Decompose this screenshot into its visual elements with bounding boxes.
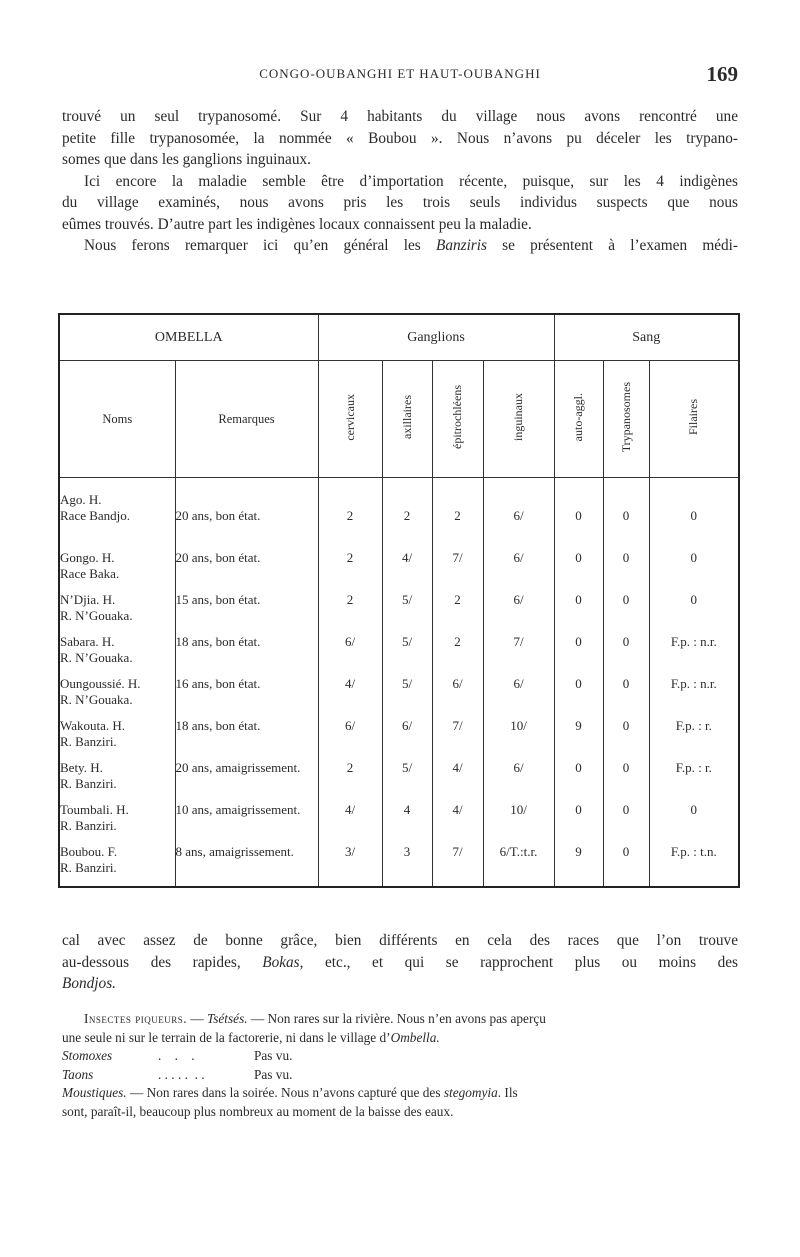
axillaires-cell: 5/ — [382, 592, 432, 634]
after-line-1: cal avec assez de bonne grâce, bien différents en cela des races que l’on trouve — [62, 932, 738, 949]
epitrochleens-cell: 2 — [432, 634, 483, 676]
after-line-2-post: , etc., et qui se rapprochent plus ou moins des — [299, 953, 738, 971]
auto-aggl-cell: 0 — [554, 592, 603, 634]
inguinaux-cell: 6/T.:t.r. — [483, 844, 554, 887]
intro-line-2: petite fille trypanosomée, la nommée « Boubou ». Nous n’avons pu déceler les trypano- — [62, 129, 738, 147]
column-header-filaires — [649, 361, 739, 478]
stomoxes-line — [62, 1047, 738, 1066]
cervicaux-cell: 6/ — [318, 634, 382, 676]
filaires-cell: 0 — [690, 508, 698, 523]
epitrochleens-cell: 7/ — [432, 550, 483, 592]
group-header-ombella: OMBELLA — [59, 314, 318, 361]
table-row — [59, 550, 739, 592]
patient-name: Toumbali. H. — [60, 802, 129, 817]
tsetse-line-2 — [62, 1029, 738, 1048]
after-table-paragraph — [62, 930, 738, 995]
stomoxes-leader: . . . — [158, 1048, 195, 1063]
filaires-cell: F.p. : t.n. — [670, 844, 717, 859]
para3-post: se présentent à l’examen médi- — [486, 237, 738, 254]
para3-banziris: Banziris — [435, 237, 487, 254]
patient-name-cell — [59, 676, 175, 718]
patient-race: R. N’Gouaka. — [60, 608, 133, 623]
axillaires-label: axillaires — [399, 395, 414, 439]
stomoxes-label: Stomoxes — [62, 1048, 113, 1063]
moustiques-text: Non rares dans la soirée. Nous n’avons capturé que des — [146, 1085, 444, 1100]
inguinaux-cell: 6/ — [483, 478, 554, 551]
patient-race: Race Baka. — [60, 566, 120, 581]
page-number: 169 — [706, 62, 738, 86]
running-head: CONGO-OUBANGHI ET HAUT-OUBANGHI — [259, 66, 541, 81]
trypanosomes-cell: 0 — [603, 676, 649, 718]
axillaires-cell: 2 — [382, 478, 432, 551]
tsetse-line-1: Insectes piqueurs. — Tsétsés. — Non rares sur la rivière. Nous n’en avons pas aperçu — [84, 1011, 546, 1026]
auto-aggl-cell: 9 — [554, 718, 603, 760]
inguinaux-cell: 6/ — [483, 760, 554, 802]
trypanosomes-cell: 0 — [603, 718, 649, 760]
table-row — [59, 760, 739, 802]
patient-race: R. N’Gouaka. — [60, 692, 133, 707]
patient-race: R. N’Gouaka. — [60, 650, 133, 665]
patient-name: Gongo. H. — [60, 550, 115, 565]
inguinaux-cell: 10/ — [483, 718, 554, 760]
column-header-auto-aggl — [554, 361, 603, 478]
patient-name-cell — [59, 802, 175, 844]
cervicaux-cell: 6/ — [318, 718, 382, 760]
after-bokas: Bokas — [262, 953, 300, 971]
patient-name-cell — [59, 760, 175, 802]
taons-line — [62, 1066, 738, 1085]
after-line-2-pre: au-dessous des rapides, — [62, 953, 263, 971]
table-row — [59, 634, 739, 676]
epitrochleens-cell: 6/ — [432, 676, 483, 718]
inguinaux-label: inguinaux — [511, 393, 526, 441]
column-header-noms: Noms — [59, 361, 175, 478]
intro-line-1: trouvé un seul trypanosomé. Sur 4 habitants du village nous avons rencontré une — [62, 108, 738, 125]
patient-name: Oungoussié. H. — [60, 676, 141, 691]
axillaires-cell: 4/ — [382, 550, 432, 592]
cervicaux-cell: 2 — [318, 478, 382, 551]
trypanosomes-cell: 0 — [603, 478, 649, 551]
epitrochleens-cell: 2 — [432, 592, 483, 634]
remarks-cell: 15 ans, bon état. — [175, 592, 318, 634]
patient-race: R. Banziri. — [60, 860, 117, 875]
cervicaux-cell: 4/ — [318, 676, 382, 718]
remarks-cell: 20 ans, bon état. — [175, 478, 318, 551]
column-header-trypanosomes — [603, 361, 649, 478]
insects-section — [62, 1010, 738, 1121]
trypanosomes-cell: 0 — [603, 592, 649, 634]
para2-line-2: du village examinés, nous avons pris les trois seuls individus suspects que nous — [62, 194, 738, 211]
auto-aggl-cell: 0 — [554, 550, 603, 592]
epitrochleens-cell: 4/ — [432, 802, 483, 844]
filaires-cell: F.p. : n.r. — [670, 634, 717, 649]
patient-name-cell — [59, 478, 175, 551]
axillaires-cell: 3 — [382, 844, 432, 887]
patient-name-cell — [59, 592, 175, 634]
axillaires-cell: 5/ — [382, 676, 432, 718]
filaires-cell: 0 — [690, 550, 698, 565]
patient-name-cell — [59, 844, 175, 887]
table-row — [59, 676, 739, 718]
after-line-2 — [62, 952, 738, 974]
column-header-epitrochleens — [432, 361, 483, 478]
auto-aggl-cell: 0 — [554, 478, 603, 551]
table-row — [59, 718, 739, 760]
auto-aggl-cell: 0 — [554, 634, 603, 676]
taons-leader: . . . . . . . — [158, 1066, 205, 1082]
group-header-ganglions: Ganglions — [318, 314, 554, 361]
patient-name-cell — [59, 718, 175, 760]
moustiques-label: Moustiques. — [62, 1085, 127, 1100]
after-line-3: Bondjos. — [62, 975, 116, 992]
epitrochleens-cell: 7/ — [432, 718, 483, 760]
group-header-sang: Sang — [554, 314, 739, 361]
tsetse-text: Non rares sur la rivière. Nous n’en avons pas aperçu — [267, 1011, 546, 1026]
moustiques-stegomyia: stegomyia — [443, 1085, 498, 1100]
trypanosomes-cell: 0 — [603, 802, 649, 844]
axillaires-cell: 5/ — [382, 760, 432, 802]
trypanosomes-cell: 0 — [603, 844, 649, 887]
intro-paragraph — [62, 106, 738, 257]
remarks-cell: 20 ans, amaigrissement. — [175, 760, 318, 802]
cervicaux-cell: 2 — [318, 550, 382, 592]
table-row — [59, 802, 739, 844]
epitrochleens-cell: 7/ — [432, 844, 483, 887]
inguinaux-cell: 6/ — [483, 592, 554, 634]
filaires-cell: 0 — [690, 802, 698, 817]
remarks-cell: 20 ans, bon état. — [175, 550, 318, 592]
tsetse-label: Tsétsés. — [207, 1011, 248, 1026]
tsetse-text-2: une seule ni sur le terrain de la factorerie, ni dans le village d’ — [62, 1029, 391, 1045]
para3-pre: Nous ferons remarquer ici qu’en général les — [84, 237, 436, 254]
inguinaux-cell: 6/ — [483, 550, 554, 592]
cervicaux-cell: 4/ — [318, 802, 382, 844]
filaires-label: Filaires — [686, 399, 701, 435]
trypanosomes-cell: 0 — [603, 760, 649, 802]
para2-line-3: eûmes trouvés. D’autre part les indigènes locaux connaissent peu la maladie. — [62, 215, 532, 233]
patient-race: R. Banziri. — [60, 734, 117, 749]
patient-race: Race Bandjo. — [60, 508, 131, 523]
filaires-cell: F.p. : r. — [675, 760, 712, 775]
epitrochleens-cell: 4/ — [432, 760, 483, 802]
stomoxes-text: Pas vu. — [254, 1048, 293, 1063]
patient-name-cell — [59, 634, 175, 676]
epitrochleens-cell: 2 — [432, 478, 483, 551]
patient-name: Wakouta. H. — [60, 718, 126, 733]
inguinaux-cell: 10/ — [483, 802, 554, 844]
para2-line-1: Ici encore la maladie semble être d’importation récente, puisque, sur les 4 indigènes — [84, 172, 738, 190]
insects-heading: Insectes piqueurs. — [84, 1011, 188, 1026]
auto-aggl-cell: 0 — [554, 802, 603, 844]
trypanosomes-cell: 0 — [603, 550, 649, 592]
table-row — [59, 592, 739, 634]
examination-table — [58, 313, 741, 915]
auto-aggl-cell: 9 — [554, 844, 603, 887]
moustiques-line-2: sont, paraît-il, beaucoup plus nombreux au moment de la baisse des eaux. — [62, 1103, 454, 1119]
patient-race: R. Banziri. — [60, 776, 117, 791]
auto-aggl-cell: 0 — [554, 760, 603, 802]
moustiques-line-1: Moustiques. — Non rares dans la soirée. Nous n’avons capturé que des stegomyia. Ils — [62, 1085, 518, 1100]
patient-race: R. Banziri. — [60, 818, 117, 833]
filaires-cell: F.p. : r. — [675, 718, 712, 733]
cervicaux-cell: 3/ — [318, 844, 382, 887]
patient-name: Ago. H. — [60, 492, 102, 507]
filaires-cell: F.p. : n.r. — [670, 676, 717, 691]
cervicaux-cell: 2 — [318, 760, 382, 802]
filaires-cell: 0 — [690, 592, 698, 607]
page-header — [0, 62, 800, 86]
table-row — [59, 478, 739, 551]
patient-name: Bety. H. — [60, 760, 103, 775]
column-header-inguinaux — [483, 361, 554, 478]
epitrochleens-label: épitrochléens — [450, 385, 465, 449]
inguinaux-cell: 6/ — [483, 676, 554, 718]
remarks-cell: 18 ans, bon état. — [175, 634, 318, 676]
cervicaux-label: cervicaux — [342, 393, 357, 441]
para3-line-1 — [62, 235, 738, 257]
remarks-cell: 10 ans, amaigrissement. — [175, 802, 318, 844]
cervicaux-cell: 2 — [318, 592, 382, 634]
patient-name: N’Djia. H. — [60, 592, 116, 607]
remarks-cell: 16 ans, bon état. — [175, 676, 318, 718]
intro-line-3: somes que dans les ganglions inguinaux. — [62, 151, 311, 168]
column-header-remarques: Remarques — [175, 361, 318, 478]
remarks-cell: 18 ans, bon état. — [175, 718, 318, 760]
column-header-axillaires — [382, 361, 432, 478]
axillaires-cell: 5/ — [382, 634, 432, 676]
patient-name-cell — [59, 550, 175, 592]
patient-name: Boubou. F. — [60, 844, 118, 859]
moustiques-post: . Ils — [497, 1085, 518, 1100]
trypanosomes-label: Trypanosomes — [618, 381, 633, 453]
taons-label: Taons — [62, 1066, 94, 1082]
auto-aggl-cell: 0 — [554, 676, 603, 718]
tsetse-ombella: Ombella. — [390, 1029, 440, 1045]
column-header-cervicaux — [318, 361, 382, 478]
remarks-cell: 8 ans, amaigrissement. — [175, 844, 318, 887]
inguinaux-cell: 7/ — [483, 634, 554, 676]
taons-text: Pas vu. — [254, 1066, 293, 1082]
axillaires-cell: 4 — [382, 802, 432, 844]
trypanosomes-cell: 0 — [603, 634, 649, 676]
axillaires-cell: 6/ — [382, 718, 432, 760]
table-body — [59, 478, 739, 888]
patient-name: Sabara. H. — [60, 634, 115, 649]
table-row — [59, 844, 739, 887]
auto-aggl-label: auto-aggl. — [571, 392, 586, 442]
